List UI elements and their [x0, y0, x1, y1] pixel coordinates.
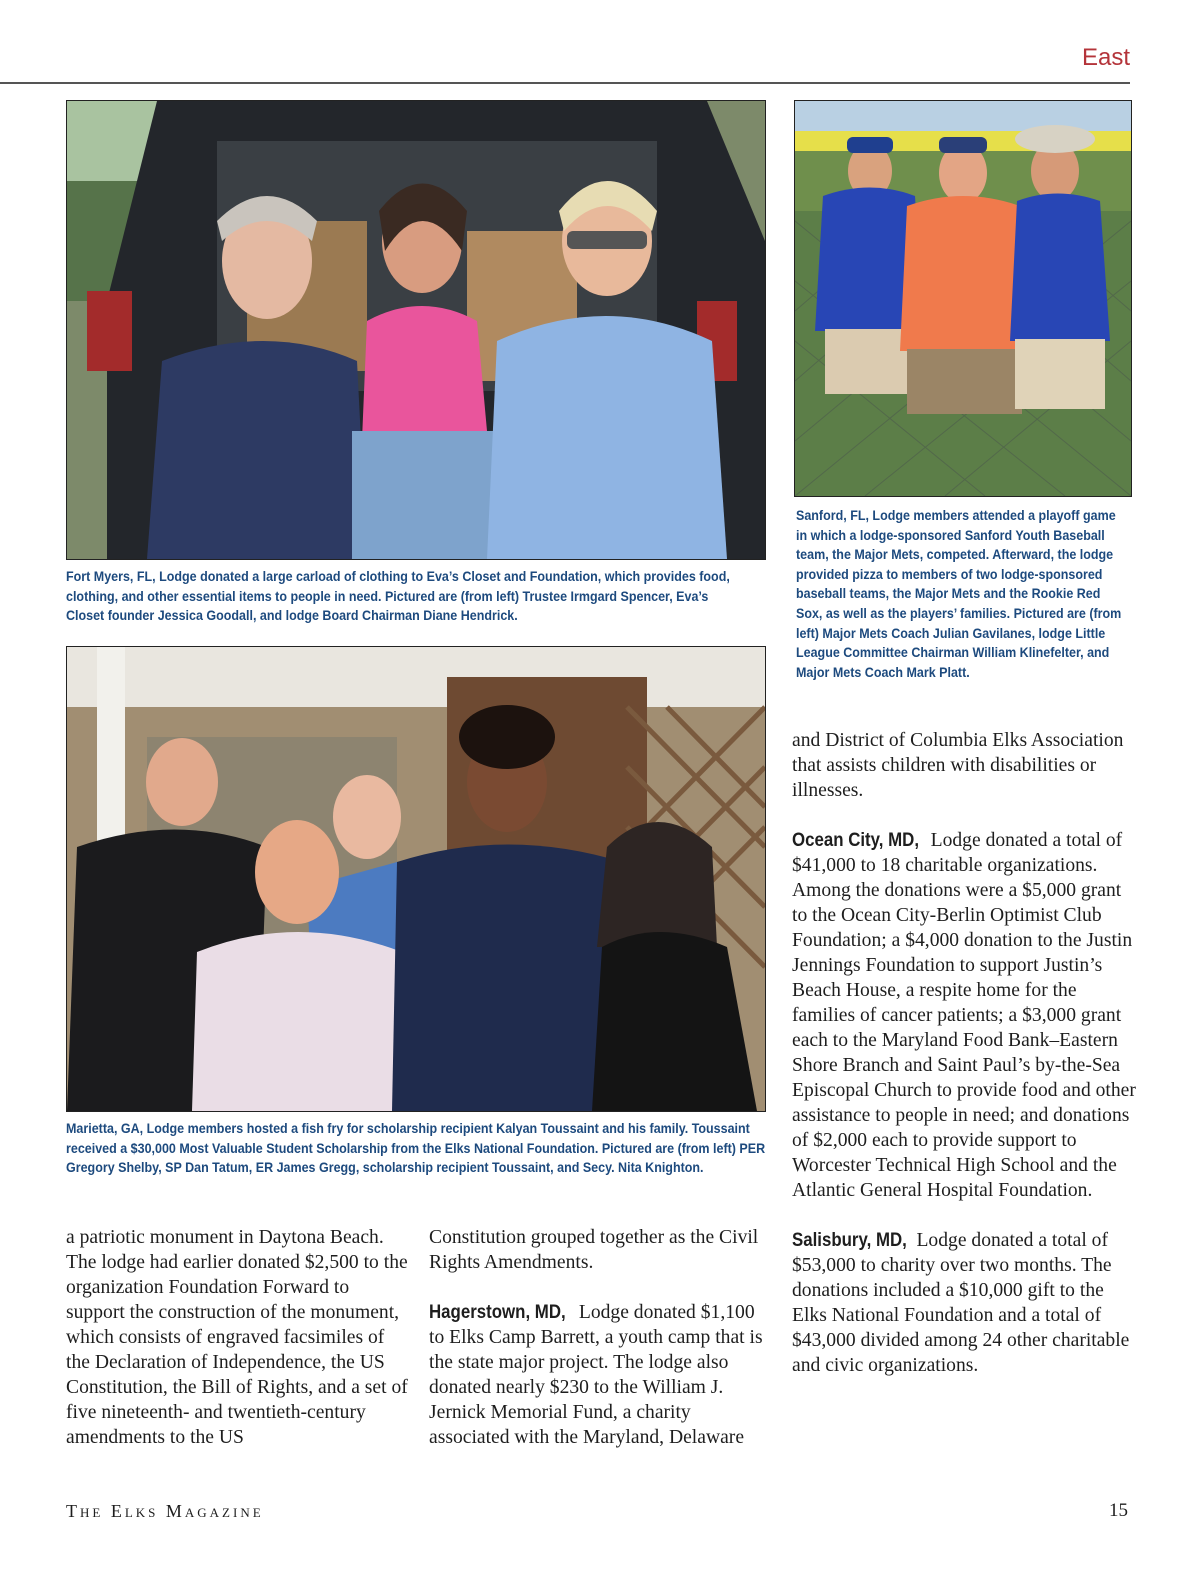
paragraph-text: Lodge donated a total of $53,000 to charity over two months. The donations included a $10,000 gift to the Elks National Foundation and a total of $43,000 divided among 24 other charitable and civic organizations. — [792, 1230, 1130, 1376]
caption-location: Fort Myers, FL, — [66, 569, 156, 584]
caption-sanford — [796, 506, 1127, 682]
paragraph-hagerstown — [429, 1300, 774, 1450]
caption-fort-myers — [66, 567, 742, 626]
paragraph: a patriotic monument in Daytona Beach. The lodge had earlier donated $2,500 to the organization Foundation Forward to support the construction of the monument, which consists of engraved facsimiles of the Declaration of Independence, the US Constitution, the Bill of Rights, and a set of five nineteenth- and twentieth-century amendments to the US — [66, 1227, 408, 1448]
caption-location: Sanford, FL, — [796, 508, 869, 523]
photo-marietta — [66, 646, 766, 1112]
marietta-illustration — [67, 647, 765, 1111]
paragraph-text: Lodge donated $1,100 to Elks Camp Barrett, a youth camp that is the state major project. The lodge also donated nearly $230 to the William J. Jernick Memorial Fund, a charity associated with the Maryland, Delaware — [429, 1302, 763, 1448]
article-column-right — [792, 728, 1137, 1378]
caption-marietta — [66, 1119, 765, 1178]
location-kicker: Salisbury, MD, — [792, 1229, 907, 1251]
photo-fort-myers — [66, 100, 766, 560]
page-number: 15 — [1109, 1500, 1128, 1521]
magazine-title: The Elks Magazine — [66, 1501, 264, 1521]
location-kicker: Hagerstown, MD, — [429, 1301, 566, 1323]
location-kicker: Ocean City, MD, — [792, 829, 920, 851]
paragraph-ocean-city — [792, 828, 1137, 1203]
paragraph-text: Lodge donated a total of $41,000 to 18 charitable organizations. Among the donations were a $5,000 grant to the Ocean City-Berlin Optimist Club Foundation; a $4,000 donation to the Justin Jennings Foundation to support Justin’s Beach House, a respite home for the families of cancer patients; a $3,000 grant each to the Maryland Food Bank–Eastern Shore Branch and Saint Paul’s by-the-Sea Episcopal Church to provide food and other assistance to people in need; and donations of $2,000 each to provide support to Worcester Technical High School and the Atlantic General Hospital Foundation. — [792, 830, 1136, 1201]
sanford-illustration — [795, 101, 1131, 496]
article-column-middle — [429, 1225, 774, 1450]
fort-myers-illustration — [67, 101, 765, 559]
caption-text: Lodge members attended a playoff game in which a lodge-sponsored Sanford Youth Baseball team, the Major Mets, competed. Afterward, the lodge provided pizza to members of two lodge-sponsored baseball teams, the Major Mets and the Rookie Red Sox, as well as the players’ families. Pictured are (from left) Major Mets Coach Julian Gavilanes, lodge Little League Committee Chairman William Klinefelter, and Major Mets Coach Mark Platt. — [796, 508, 1122, 680]
caption-location: Marietta, GA, — [66, 1121, 144, 1136]
caption-text: Lodge donated a large carload of clothing to Eva’s Closet and Foundation, which provides food, clothing, and other essential items to people in need. Pictured are (from left) Trustee Irmgard Spencer, Eva’s Closet founder Jessica Goodall, and lodge Board Chairman Diane Hendrick. — [66, 569, 730, 624]
paragraph: Constitution grouped together as the Civil Rights Amendments. — [429, 1227, 759, 1273]
paragraph-salisbury — [792, 1228, 1137, 1378]
paragraph: and District of Columbia Elks Association that assists children with disabilities or illnesses. — [792, 730, 1124, 801]
section-label: East — [1081, 44, 1130, 71]
caption-text: Lodge members hosted a fish fry for scholarship recipient Kalyan Toussaint and his family. Toussaint received a $30,000 Most Valuable Student Scholarship from the Elks National Foundation. Pictured are (from left) PER Gregory Shelby, SP Dan Tatum, ER James Gregg, scholarship recipient Toussaint, and Secy. Nita Knighton. — [66, 1121, 766, 1176]
article-column-left — [66, 1225, 411, 1450]
photo-sanford — [794, 100, 1132, 497]
header-rule — [0, 82, 1130, 84]
